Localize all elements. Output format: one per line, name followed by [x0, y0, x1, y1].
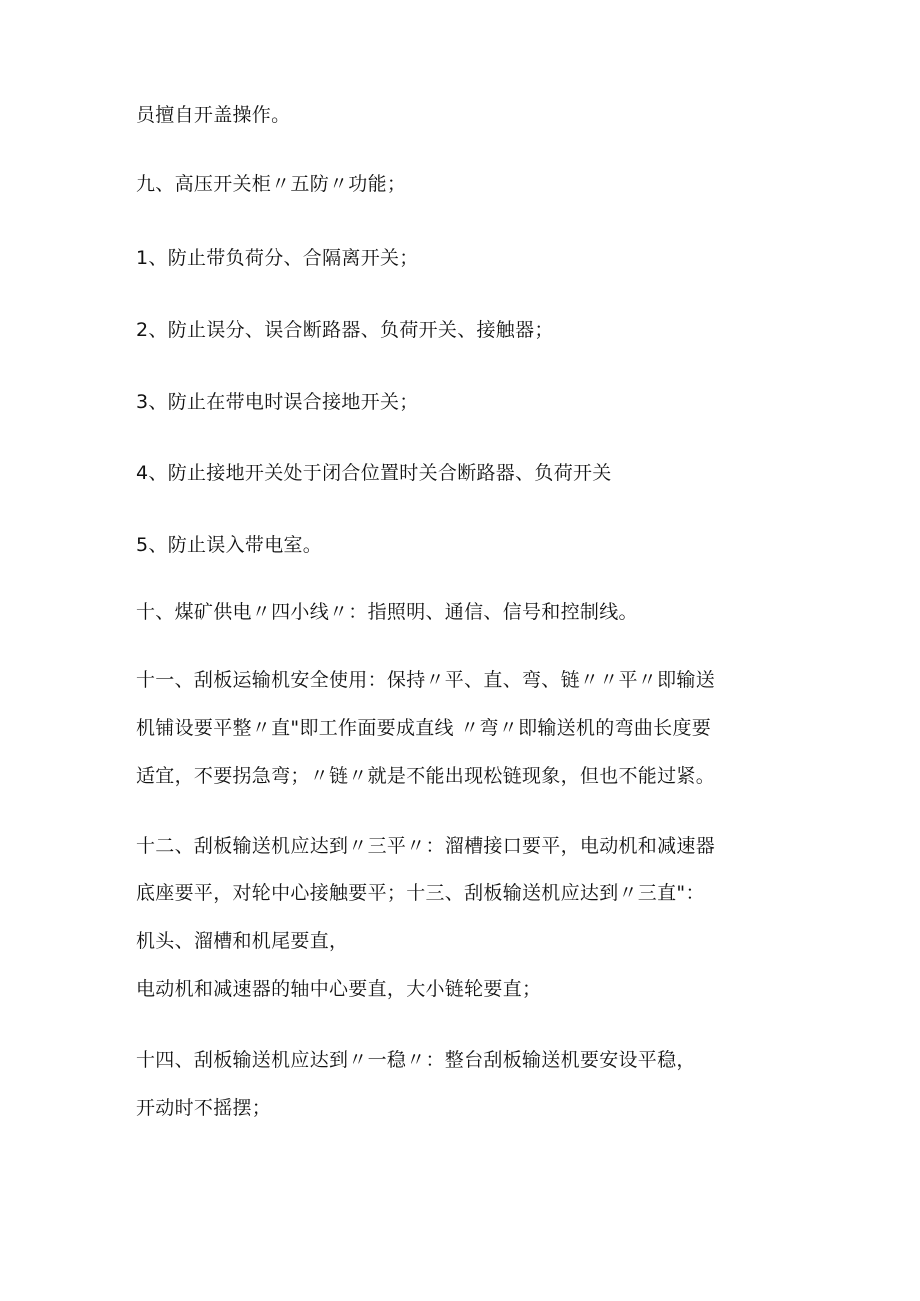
list-item: 3、防止在带电时误合接地开关； [136, 391, 419, 413]
paragraph-line: 底座要平，对轮中心接触要平；十三、刮板输送机应达到〃三直"： [136, 882, 705, 904]
paragraph-line: 电动机和减速器的轴中心要直，大小链轮要直； [136, 978, 542, 1000]
list-item: 5、防止误入带电室。 [136, 534, 323, 556]
section-heading: 十、煤矿供电〃四小线〃：指照明、通信、信号和控制线。 [136, 601, 638, 623]
paragraph-line: 机铺设要平整〃直"即工作面要成直线 〃弯〃即输送机的弯曲长度要 [136, 717, 712, 739]
paragraph-line: 十二、刮板输送机应达到〃三平〃：溜槽接口要平，电动机和减速器 [136, 835, 716, 857]
list-item: 2、防止误分、误合断路器、负荷开关、接触器； [136, 319, 554, 341]
paragraph-line: 适宜，不要拐急弯；〃链〃就是不能出现松链现象，但也不能过紧。 [136, 765, 716, 787]
text-line: 员擅自开盖操作。 [136, 104, 291, 126]
list-item: 4、防止接地开关处于闭合位置时关合断路器、负荷开关 [136, 462, 612, 484]
section-heading: 九、高压开关柜〃五防〃功能； [136, 173, 407, 195]
paragraph-line: 十四、刮板输送机应达到〃一稳〃：整台刮板输送机要安设平稳， [136, 1049, 696, 1071]
paragraph-line: 开动时不摇摆； [136, 1097, 272, 1119]
paragraph-line: 机头、溜槽和机尾要直， [136, 930, 349, 952]
list-item: 1、防止带负荷分、合隔离开关； [136, 247, 419, 269]
paragraph-line: 十一、刮板运输机安全使用：保持〃平、直、弯、链〃〃平〃即输送 [136, 669, 716, 691]
